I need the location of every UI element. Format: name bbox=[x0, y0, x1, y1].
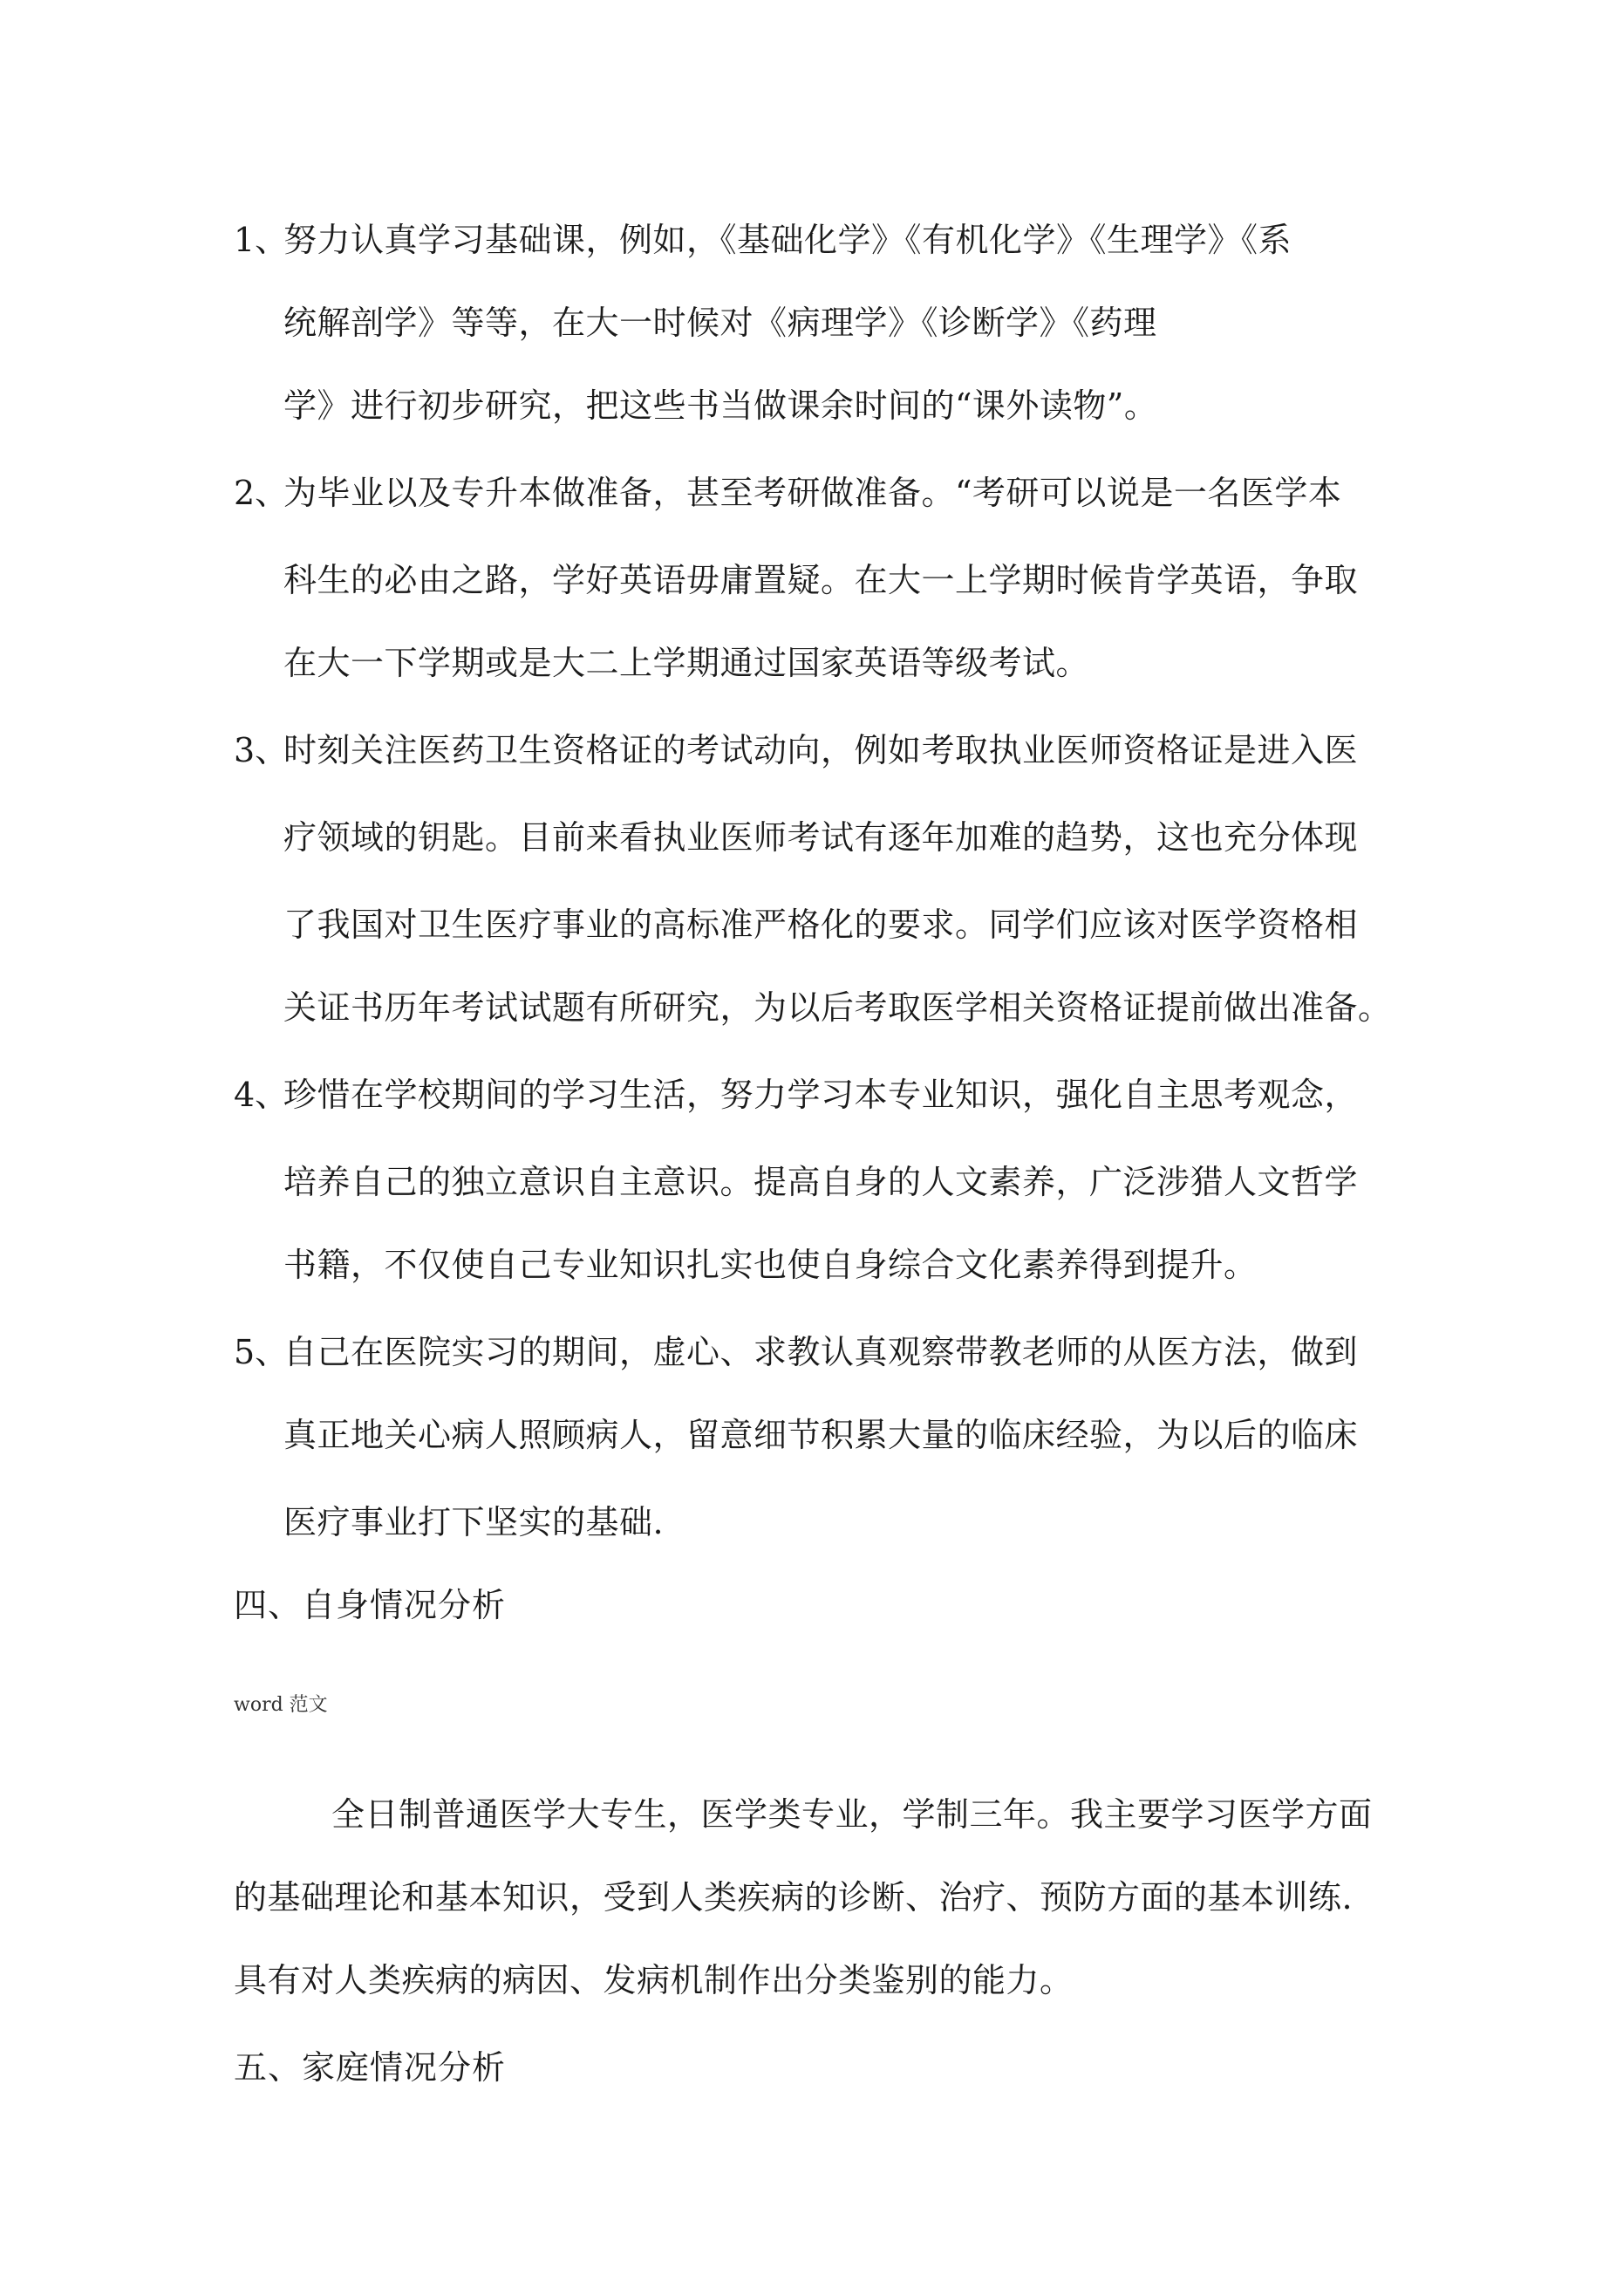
item-4-number: 4、 bbox=[234, 1076, 289, 1114]
item-4-line-3: 书籍，不仅使自己专业知识扎实也使自身综合文化素养得到提升。 bbox=[283, 1246, 1258, 1284]
item-5-line-2: 真正地关心病人照顾病人，留意细节积累大量的临床经验，为以后的临床 bbox=[283, 1416, 1359, 1454]
item-4-line-1: 珍惜在学校期间的学习生活，努力学习本专业知识，强化自主思考观念， bbox=[283, 1076, 1359, 1114]
item-2-line-1: 为毕业以及专升本做准备，甚至考研做准备。“考研可以说是一名医学本 bbox=[283, 474, 1342, 512]
item-2-number: 2、 bbox=[234, 474, 289, 512]
item-5-number: 5、 bbox=[234, 1333, 289, 1371]
section-4-heading: 四、自身情况分析 bbox=[234, 1586, 507, 1624]
item-1-line-2: 统解剖学》等等，在大一时候对《病理学》《诊断学》《药理 bbox=[283, 304, 1157, 342]
item-5-line-3: 医疗事业打下坚实的基础. bbox=[283, 1503, 665, 1541]
section-4-paragraph-line-1: 全日制普通医学大专生，医学类专业，学制三年。我主要学习医学方面 bbox=[331, 1795, 1373, 1834]
item-3-line-1: 时刻关注医药卫生资格证的考试动向，例如考取执业医师资格证是进入医 bbox=[283, 731, 1359, 769]
item-2-line-2: 科生的必由之路，学好英语毋庸置疑。在大一上学期时候肯学英语，争取 bbox=[283, 561, 1359, 599]
item-1-line-1: 努力认真学习基础课，例如，《基础化学》《有机化学》《生理学》《系 bbox=[283, 221, 1292, 259]
item-3-line-2: 疗领域的钥匙。目前来看执业医师考试有逐年加难的趋势，这也充分体现 bbox=[283, 818, 1359, 857]
item-3-line-3: 了我国对卫生医疗事业的高标准严格化的要求。同学们应该对医学资格相 bbox=[283, 905, 1359, 944]
section-4-paragraph-line-3: 具有对人类疾病的病因、发病机制作出分类鉴别的能力。 bbox=[234, 1961, 1074, 1999]
item-3-line-4: 关证书历年考试试题有所研究，为以后考取医学相关资格证提前做出准备。 bbox=[283, 988, 1392, 1027]
item-2-line-3: 在大一下学期或是大二上学期通过国家英语等级考试。 bbox=[283, 644, 1090, 682]
item-5-line-1: 自己在医院实习的期间，虚心、求教认真观察带教老师的从医方法，做到 bbox=[283, 1333, 1359, 1371]
item-1-number: 1、 bbox=[234, 221, 289, 259]
section-4-paragraph-line-2: 的基础理论和基本知识，受到人类疾病的诊断、治疗、预防方面的基本训练. bbox=[234, 1878, 1354, 1917]
word-label: word 范文 bbox=[234, 1694, 328, 1716]
section-5-heading: 五、家庭情况分析 bbox=[234, 2048, 507, 2087]
item-3-number: 3、 bbox=[234, 731, 289, 769]
item-1-line-3: 学》进行初步研究，把这些书当做课余时间的“课外读物”。 bbox=[283, 386, 1158, 425]
item-4-line-2: 培养自己的独立意识自主意识。提高自身的人文素养，广泛涉猎人文哲学 bbox=[283, 1163, 1359, 1201]
